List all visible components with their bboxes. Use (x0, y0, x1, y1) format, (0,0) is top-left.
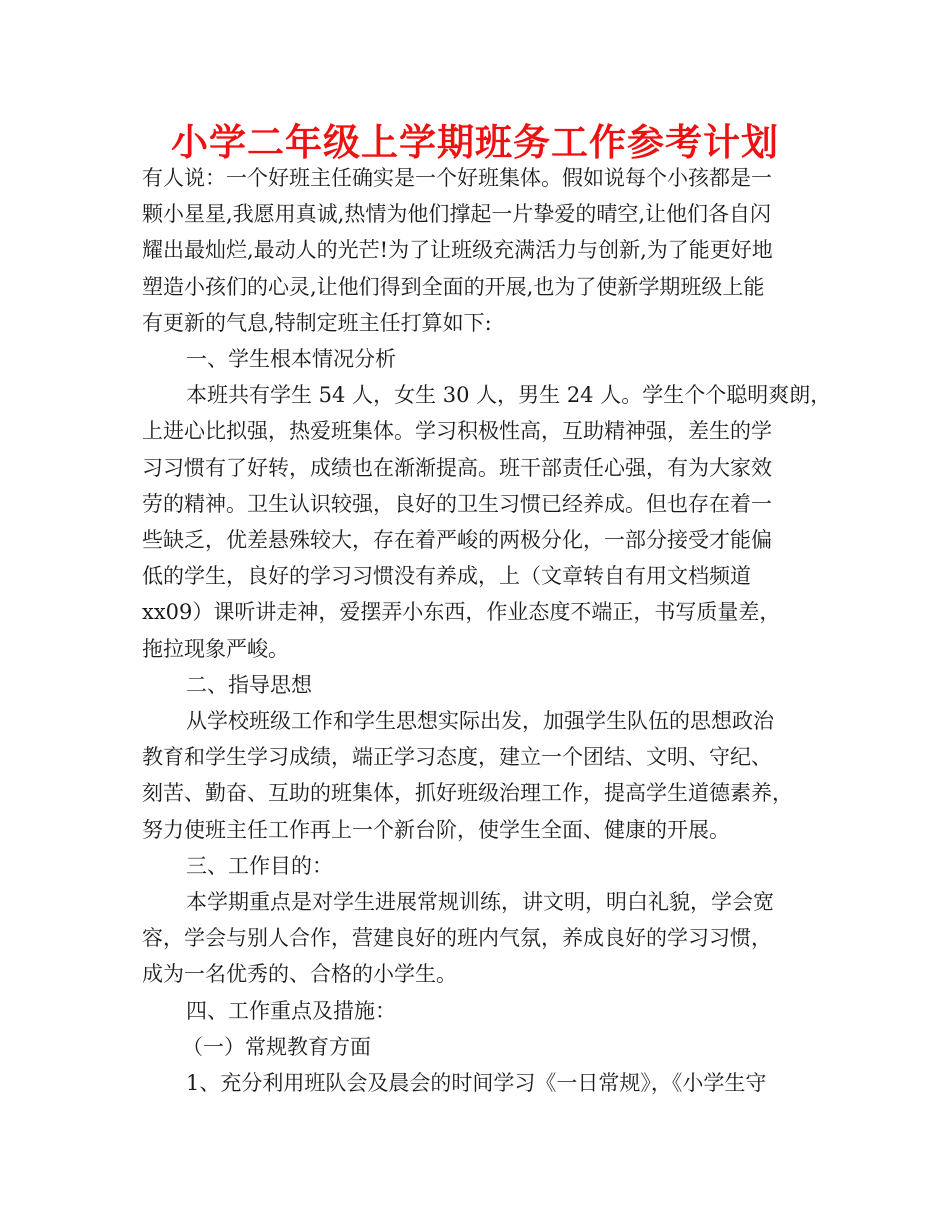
body-line: 成为一名优秀的、合格的小学生。 (142, 962, 457, 987)
section-heading: 一、学生根本情况分析 (186, 347, 396, 372)
subsection-heading: （一）常规教育方面 (182, 1034, 371, 1059)
body-line: xx09）课听讲走神，爱摆弄小东西，作业态度不端正，书写质量差， (142, 600, 781, 625)
body-line: 有人说：一个好班主任确实是一个好班集体。假如说每个小孩都是一 (142, 166, 772, 190)
body-line: 从学校班级工作和学生思想实际出发，加强学生队伍的思想政治 (186, 709, 774, 734)
body-line: 拖拉现象严峻。 (142, 636, 289, 661)
body-line: 本班共有学生 54 人，女生 30 人，男生 24 人。学生个个聪明爽朗， (186, 383, 832, 408)
body-line: 劳的精神。卫生认识较强，良好的卫生习惯已经养成。但也存在着一 (142, 491, 772, 516)
body-line: 本学期重点是对学生进展常规训练，讲文明，明白礼貌，学会宽 (186, 890, 774, 915)
body-line: 塑造小孩们的心灵,让他们得到全面的开展,也为了使新学期班级上能 (142, 274, 765, 299)
section-heading: 三、工作目的： (186, 853, 333, 878)
body-line: 习习惯有了好转，成绩也在渐渐提高。班干部责任心强，有为大家效 (142, 455, 772, 480)
body-line: 1、充分利用班队会及晨会的时间学习《一日常规》，《小学生守 (186, 1071, 767, 1096)
body-line: 努力使班主任工作再上一个新台阶，使学生全面、健康的开展。 (142, 817, 730, 842)
section-heading: 四、工作重点及措施： (186, 998, 396, 1023)
body-line: 颗小星星,我愿用真诚,热情为他们撑起一片挚爱的晴空,让他们各自闪 (142, 202, 772, 227)
body-line: 容，学会与别人合作，营建良好的班内气氛，养成良好的学习习惯， (142, 926, 772, 951)
body-line: 教育和学生学习成绩，端正学习态度，建立一个团结、文明、守纪、 (142, 745, 772, 770)
body-line: 些缺乏，优差悬殊较大，存在着严峻的两极分化，一部分接受才能偏 (142, 528, 772, 553)
body-line: 上进心比拟强，热爱班集体。学习积极性高，互助精神强，差生的学 (142, 419, 772, 444)
body-line: 刻苦、勤奋、互助的班集体，抓好班级治理工作，提高学生道德素养， (142, 781, 793, 806)
body-line: 低的学生，良好的学习习惯没有养成，上（文章转自有用文档频道 (142, 564, 751, 589)
body-line: 耀出最灿烂,最动人的光芒!为了让班级充满活力与创新,为了能更好地 (142, 238, 773, 263)
document-body (142, 160, 832, 1101)
document-title: 小学二年级上学期班务工作参考计划 (171, 120, 779, 164)
section-heading: 二、指导思想 (186, 672, 312, 697)
body-line: 有更新的气息,特制定班主任打算如下: (142, 310, 492, 335)
